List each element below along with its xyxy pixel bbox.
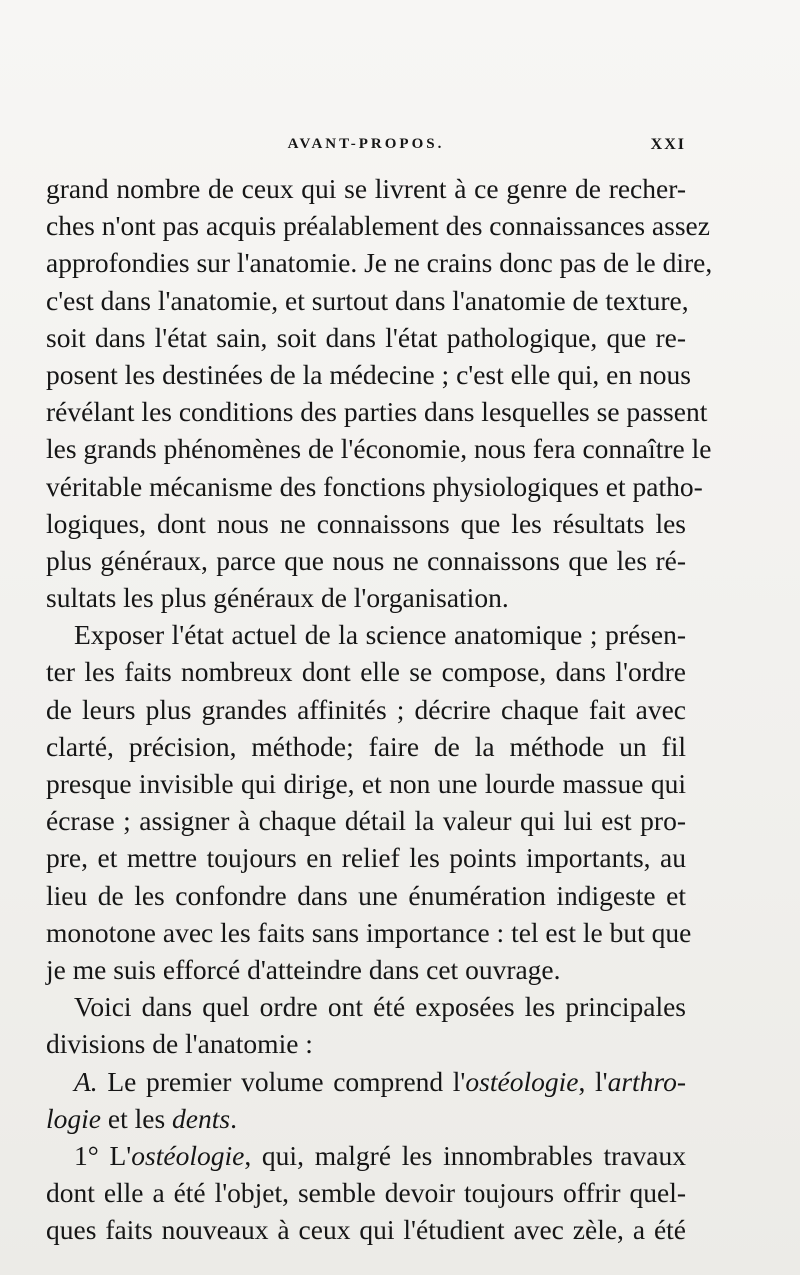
text-line: monotone avec les faits sans importance : tel est le but que [46,916,692,948]
text-line: Voici dans quel ordre ont été exposées les principales [74,991,686,1023]
text-line: grand nombre de ceux qui se livrent à ce genre de recher- [46,173,686,204]
text-line: ter les faits nombreux dont elle se compose, dans l'ordre [46,656,686,688]
text-line: véritable mécanisme des fonctions physiologiques et patho- [46,470,703,502]
text-line: ques faits nouveaux à ceux qui l'étudient avec zèle, a été [46,1214,686,1246]
term-arthrologie-part1: arthro- [607,1065,686,1097]
text-line: logiques, dont nous ne connaissons que les résultats les [46,507,686,539]
text-line: clarté, précision, méthode; faire de la méthode un fil [46,730,686,762]
text-line: sultats les plus généraux de l'organisation. [46,582,509,614]
item-1-number: 1° [74,1139,110,1171]
page-header [46,136,686,164]
text-line: approfondies sur l'anatomie. Je ne crains donc pas de le dire, [46,247,713,279]
section-a-text: Le premier volume comprend l' [97,1065,466,1097]
section-a-line-2 [46,1100,686,1137]
term-osteologie: ostéologie [465,1065,579,1097]
text-line: pre, et mettre toujours en relief les points importants, au [46,842,686,874]
section-a-text-end: . [230,1102,237,1134]
item-1-text: , qui, malgré les innombrables travaux [244,1139,686,1171]
section-a-marker: A. [74,1065,98,1097]
text-line: posent les destinées de la médecine ; c'est elle qui, en nous [46,358,691,390]
section-a-separator: , l' [578,1065,608,1097]
text-line: lieu de les confondre dans une énumération indigeste et [46,879,686,911]
text-line: plus généraux, parce que nous ne connaissons que les ré- [46,544,686,576]
text-line: les grands phénomènes de l'économie, nous fera connaître le [46,433,712,465]
term-dents: dents [172,1102,231,1134]
text-line: ches n'ont pas acquis préalablement des connaissances assez [46,210,710,242]
item-1-line [46,1137,686,1174]
running-title: AVANT-PROPOS. [287,136,445,152]
section-a-line [46,1063,686,1100]
text-line: c'est dans l'anatomie, et surtout dans l'anatomie de texture, [46,284,689,316]
term-arthrologie-part2: logie [46,1102,101,1134]
text-line: révélant les conditions des parties dans lesquelles se passent [46,396,708,428]
item-1-prefix: L' [109,1139,132,1171]
text-line: je me suis efforcé d'atteindre dans cet ouvrage. [46,953,561,985]
text-line: Exposer l'état actuel de la science anatomique ; présen- [74,619,686,651]
page-number: XXI [650,136,686,153]
term-osteologie-2: ostéologie [131,1139,245,1171]
text-line: dont elle a été l'objet, semble devoir toujours offrir quel- [46,1177,686,1209]
section-a-text-middle: et les [101,1102,173,1134]
text-line: écrase ; assigner à chaque détail la valeur qui lui est pro- [46,805,686,837]
text-line: presque invisible qui dirige, et non une lourde massue qui [46,768,686,799]
text-line: soit dans l'état sain, soit dans l'état pathologique, que re- [46,321,686,353]
text-line: de leurs plus grandes affinités ; décrire chaque fait avec [46,693,686,725]
body-text [46,170,713,1248]
text-line: divisions de l'anatomie : [46,1028,313,1060]
